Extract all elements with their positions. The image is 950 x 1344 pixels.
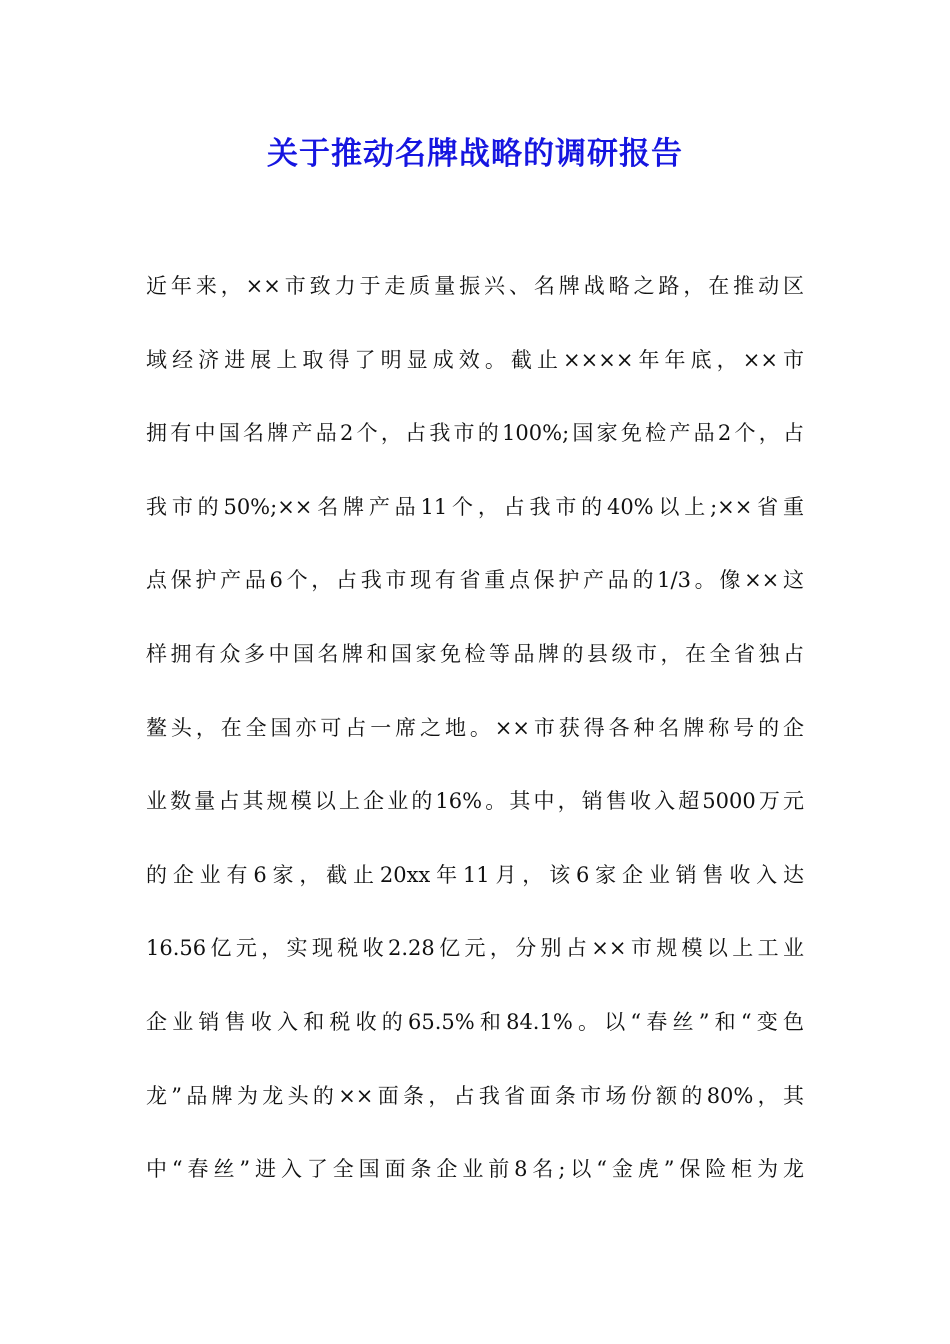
body-line: 龙”品牌为龙头的××面条，占我省面条市场份额的80%，其 [146,1083,804,1108]
body-line: 拥有中国名牌产品2个，占我市的100%;国家免检产品2个，占 [146,421,804,446]
document-body [146,262,804,1219]
body-line: 我市的50%;××名牌产品11个，占我市的40%以上;××省重 [146,494,804,519]
body-line: 域经济进展上取得了明显成效。截止××××年年底，××市 [146,347,804,372]
body-line: 业数量占其规模以上企业的16%。其中，销售收入超5000万元 [146,789,804,814]
body-line: 企业销售收入和税收的65.5%和84.1%。以“春丝”和“变色 [146,1009,804,1034]
document-title: 关于推动名牌战略的调研报告 [267,136,683,172]
body-line: 的企业有6家，截止20xx年11月，该6家企业销售收入达 [146,862,804,887]
body-line: 点保护产品6个，占我市现有省重点保护产品的1/3。像××这 [146,568,804,593]
body-line: 中“春丝”进入了全国面条企业前8名;以“金虎”保险柜为龙 [146,1157,804,1182]
body-line: 鳌头，在全国亦可占一席之地。××市获得各种名牌称号的企 [146,715,804,740]
body-line: 样拥有众多中国名牌和国家免检等品牌的县级市，在全省独占 [146,641,804,666]
body-line: 16.56亿元，实现税收2.28亿元，分别占××市规模以上工业 [146,936,804,961]
body-line: 近年来，××市致力于走质量振兴、名牌战略之路，在推动区 [146,274,804,298]
